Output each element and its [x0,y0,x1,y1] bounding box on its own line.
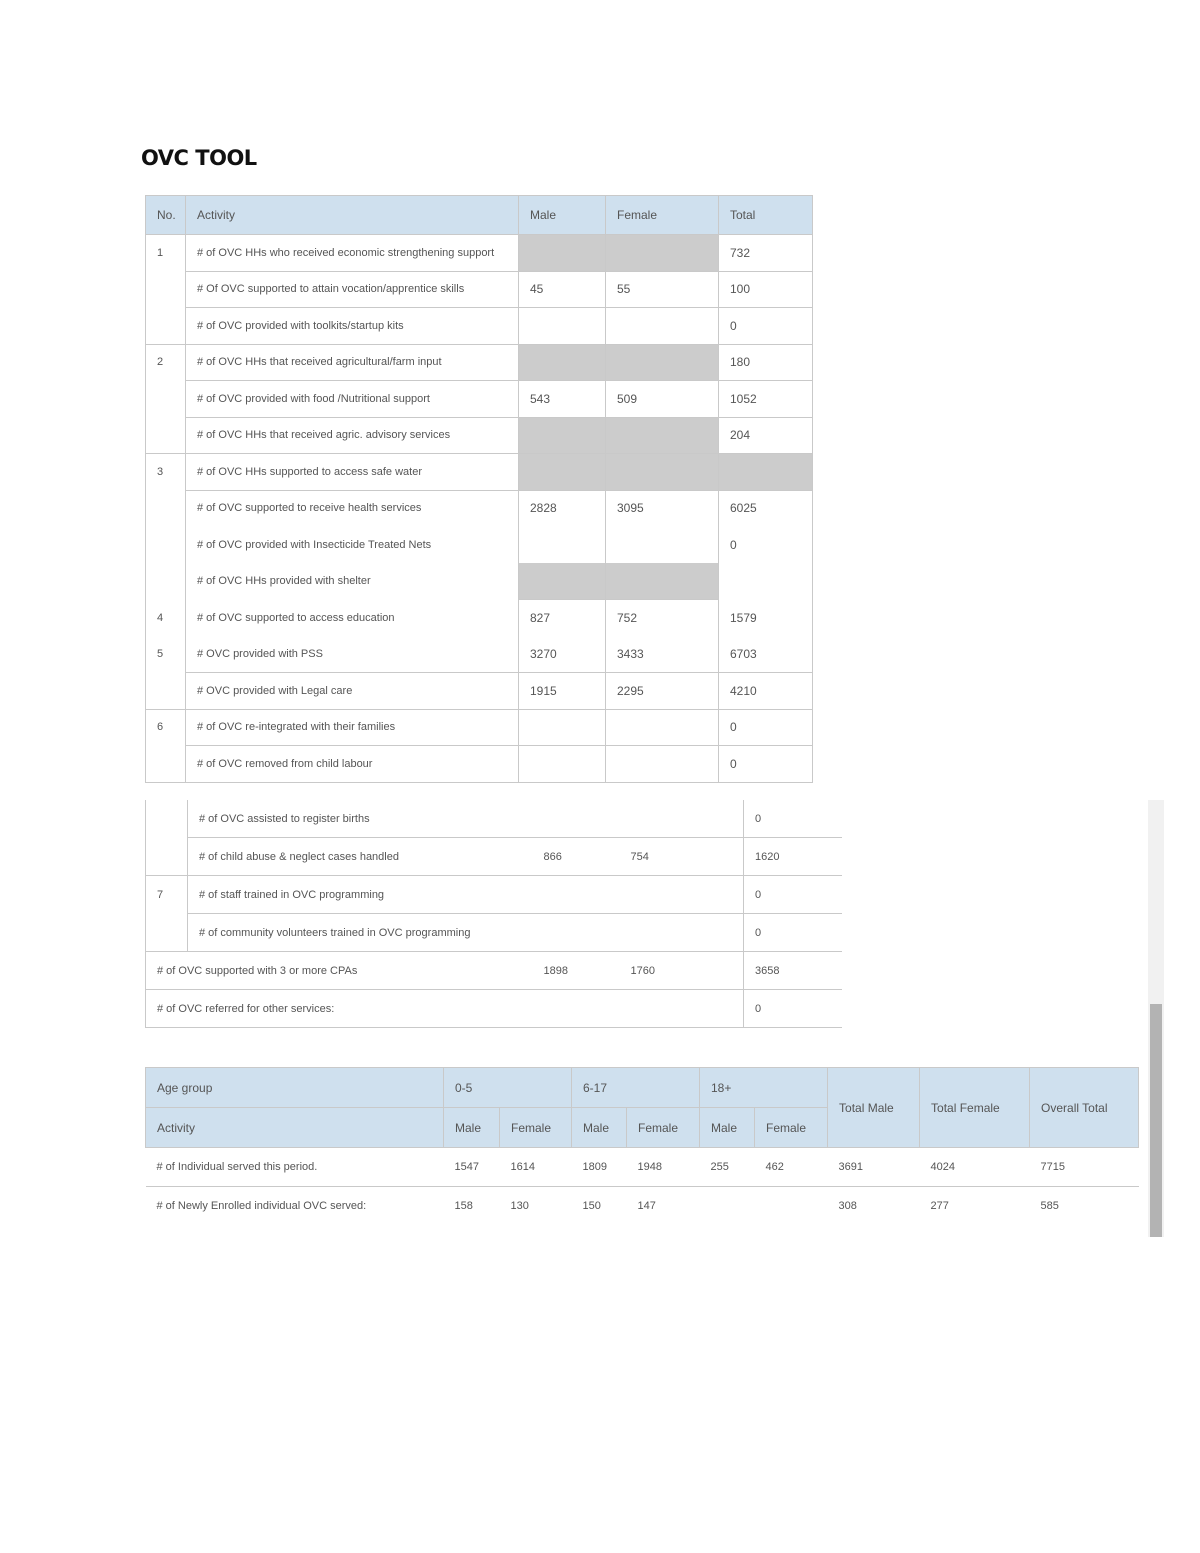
row-total [719,563,813,600]
row-no [146,381,186,418]
row-male: 2828 [519,490,606,527]
cell-total-male: 308 [828,1187,920,1226]
header-sub-female: Female [500,1108,572,1148]
row-no [146,673,186,710]
row-activity: # OVC provided with PSS [186,636,519,673]
table-row [146,271,813,308]
col-header-activity: Activity [186,196,519,235]
table-row [146,1148,1139,1187]
row-total: 6025 [719,490,813,527]
row-activity: # of OVC supported to access education [186,600,519,637]
col-header-female: Female [606,196,719,235]
summary-male: 1898 [533,952,620,990]
cell-value [755,1187,828,1226]
row-total: 1620 [744,838,842,876]
summary-activity: # of OVC referred for other services: [146,990,533,1028]
row-no: 6 [146,709,186,746]
row-activity: # of Newly Enrolled individual OVC served: [146,1187,444,1226]
row-total: 732 [719,235,813,272]
row-male: 45 [519,271,606,308]
table-header-row [146,1068,1139,1108]
row-activity: # of OVC HHs who received economic strengthening support [186,235,519,272]
header-overall-total: Overall Total [1030,1068,1139,1148]
cell-value: 1547 [444,1148,500,1187]
cell-value: 462 [755,1148,828,1187]
header-sub-male: Male [700,1108,755,1148]
row-female [606,527,719,564]
row-no [146,271,186,308]
row-activity: # of OVC removed from child labour [186,746,519,783]
row-no [146,800,188,838]
row-total: 204 [719,417,813,454]
row-total [719,454,813,491]
row-female: 3095 [606,490,719,527]
row-no [146,838,188,876]
table-row [146,876,842,914]
row-activity: # of OVC HHs that received agricultural/farm input [186,344,519,381]
row-activity: # of OVC provided with food /Nutritional support [186,381,519,418]
cell-value [700,1187,755,1226]
summary-total: 0 [744,990,842,1028]
cell-value: 1948 [627,1148,700,1187]
row-total: 4210 [719,673,813,710]
row-female [606,344,719,381]
summary-female: 1760 [620,952,744,990]
cell-overall-total: 7715 [1030,1148,1139,1187]
row-female: 754 [620,838,744,876]
row-male [519,417,606,454]
table-row [146,235,813,272]
summary-row [146,990,842,1028]
row-no: 1 [146,235,186,272]
summary-row [146,952,842,990]
row-female: 752 [606,600,719,637]
summary-female [620,990,744,1028]
header-activity: Activity [146,1108,444,1148]
row-male: 827 [519,600,606,637]
row-no: 4 [146,600,186,637]
row-activity: # of child abuse & neglect cases handled [188,838,533,876]
col-header-male: Male [519,196,606,235]
cell-value: 1809 [572,1148,627,1187]
table-row [146,454,813,491]
table-row [146,381,813,418]
row-activity: # of OVC re-integrated with their families [186,709,519,746]
header-sub-male: Male [444,1108,500,1148]
row-female [606,308,719,345]
table-row [146,838,842,876]
cell-value: 255 [700,1148,755,1187]
row-activity: # of OVC provided with toolkits/startup kits [186,308,519,345]
row-no: 7 [146,876,188,914]
row-female: 2295 [606,673,719,710]
header-group-0-5: 0-5 [444,1068,572,1108]
header-group-18-plus: 18+ [700,1068,828,1108]
row-female [606,709,719,746]
table-row [146,1187,1139,1226]
ovc-activity-table [145,195,813,783]
cell-value: 147 [627,1187,700,1226]
header-age-group: Age group [146,1068,444,1108]
vertical-scrollbar[interactable] [1148,800,1164,1237]
cell-value: 1614 [500,1148,572,1187]
row-total: 180 [719,344,813,381]
table-row [146,800,842,838]
header-sub-male: Male [572,1108,627,1148]
header-sub-female: Female [755,1108,828,1148]
table-row [146,308,813,345]
row-no [146,308,186,345]
row-male [519,454,606,491]
scrollbar-thumb[interactable] [1150,1004,1162,1237]
cell-total-male: 3691 [828,1148,920,1187]
row-female [606,235,719,272]
row-male: 1915 [519,673,606,710]
table-row [146,636,813,673]
age-group-table [145,1067,1139,1225]
row-total: 1052 [719,381,813,418]
row-no [146,746,186,783]
cell-value: 150 [572,1187,627,1226]
table-row [146,344,813,381]
row-female [606,746,719,783]
table-row [146,673,813,710]
cell-value: 130 [500,1187,572,1226]
row-male [533,876,620,914]
row-total: 0 [719,527,813,564]
header-group-6-17: 6-17 [572,1068,700,1108]
row-female [606,417,719,454]
row-female: 55 [606,271,719,308]
cell-total-female: 4024 [920,1148,1030,1187]
summary-male [533,990,620,1028]
col-header-no: No. [146,196,186,235]
header-sub-female: Female [627,1108,700,1148]
row-no [146,490,186,527]
row-activity: # of staff trained in OVC programming [188,876,533,914]
row-no [146,563,186,600]
row-total: 6703 [719,636,813,673]
header-total-female: Total Female [920,1068,1030,1148]
table-header-row [146,196,813,235]
row-total: 0 [744,800,842,838]
header-total-male: Total Male [828,1068,920,1148]
row-female: 3433 [606,636,719,673]
ovc-activity-table-continued [145,800,842,1028]
summary-activity: # of OVC supported with 3 or more CPAs [146,952,533,990]
row-activity: # of OVC HHs that received agric. advisory services [186,417,519,454]
row-activity: # of OVC assisted to register births [188,800,533,838]
row-activity: # of OVC supported to receive health services [186,490,519,527]
cell-total-female: 277 [920,1187,1030,1226]
row-male [519,709,606,746]
row-male: 866 [533,838,620,876]
row-no: 5 [146,636,186,673]
row-male [519,563,606,600]
row-male [519,235,606,272]
row-female [620,876,744,914]
row-female [620,914,744,952]
row-no [146,527,186,564]
cell-value: 158 [444,1187,500,1226]
row-no [146,417,186,454]
page-title: OVC TOOL [141,146,257,170]
row-activity: # Of OVC supported to attain vocation/apprentice skills [186,271,519,308]
row-male: 3270 [519,636,606,673]
row-male: 543 [519,381,606,418]
row-total: 0 [744,876,842,914]
row-total: 1579 [719,600,813,637]
row-no [146,914,188,952]
row-activity: # of community volunteers trained in OVC programming [188,914,533,952]
row-activity: # of OVC HHs supported to access safe water [186,454,519,491]
row-male [533,914,620,952]
row-total: 0 [744,914,842,952]
row-total: 0 [719,746,813,783]
table-row [146,527,813,564]
row-male [519,527,606,564]
table-row [146,709,813,746]
row-activity: # of Individual served this period. [146,1148,444,1187]
table-row [146,914,842,952]
row-no: 3 [146,454,186,491]
row-male [519,344,606,381]
table-row [146,563,813,600]
row-female [620,800,744,838]
row-female: 509 [606,381,719,418]
table-row [146,746,813,783]
row-male [519,746,606,783]
row-total: 0 [719,709,813,746]
table-row [146,600,813,637]
col-header-total: Total [719,196,813,235]
row-activity: # OVC provided with Legal care [186,673,519,710]
row-activity: # of OVC provided with Insecticide Treated Nets [186,527,519,564]
row-female [606,454,719,491]
row-no: 2 [146,344,186,381]
summary-total: 3658 [744,952,842,990]
row-male [533,800,620,838]
row-activity: # of OVC HHs provided with shelter [186,563,519,600]
cell-overall-total: 585 [1030,1187,1139,1226]
row-female [606,563,719,600]
table-row [146,490,813,527]
table-row [146,417,813,454]
row-total: 0 [719,308,813,345]
row-male [519,308,606,345]
row-total: 100 [719,271,813,308]
